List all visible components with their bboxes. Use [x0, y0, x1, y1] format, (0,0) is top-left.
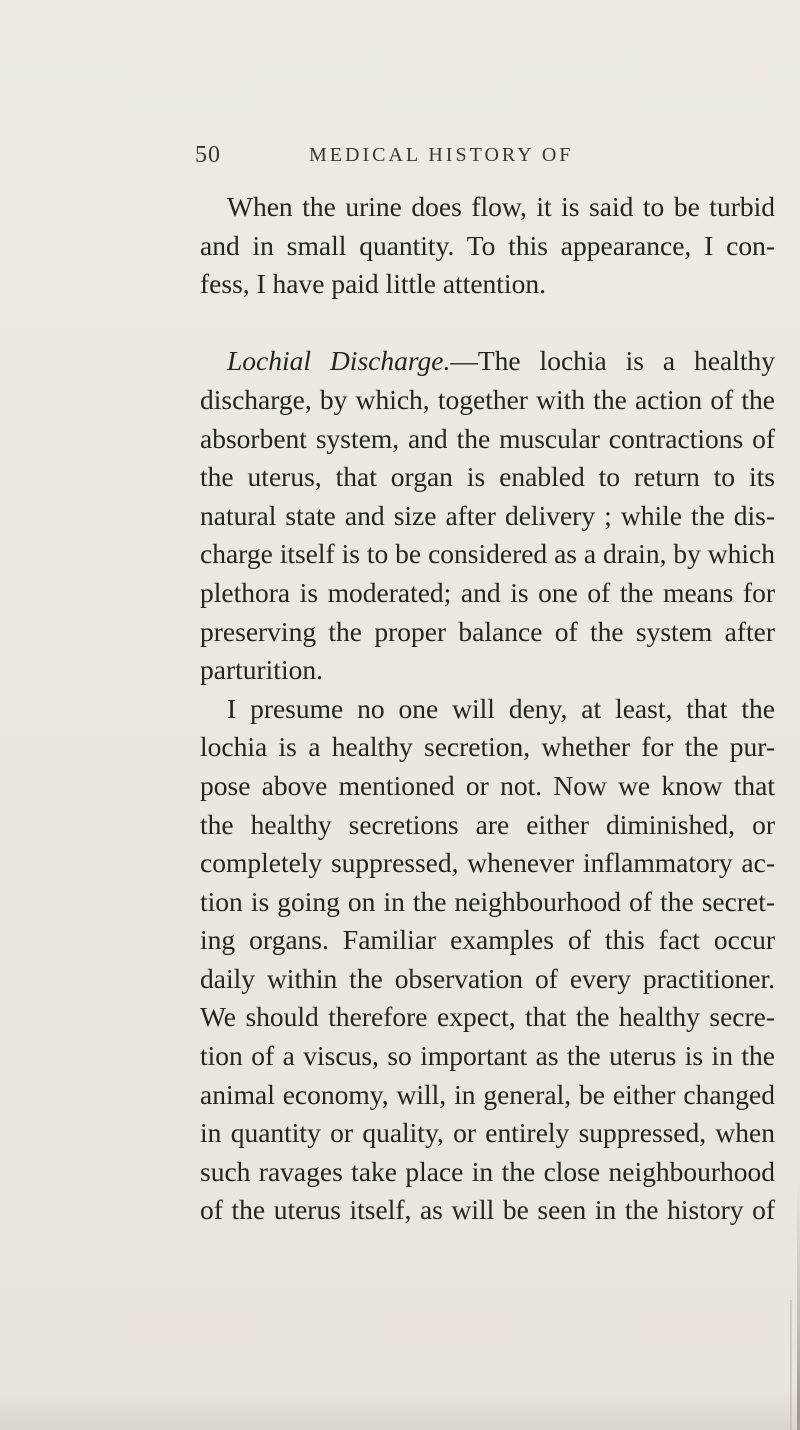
text-line: fess, I have paid little attention. — [200, 268, 546, 300]
text-line: tion of a viscus, so important as the uterus is in the — [200, 1040, 775, 1072]
text-line: lochia is a healthy secretion, whether for the pur- — [200, 731, 775, 763]
running-head — [195, 142, 635, 176]
running-title: MEDICAL HISTORY OF — [309, 144, 574, 166]
text-line: in quantity or quality, or entirely suppressed, when — [200, 1117, 775, 1149]
text-line: parturition. — [200, 654, 323, 686]
text-line: and in small quantity. To this appearance, I con- — [200, 229, 775, 261]
text-line: completely suppressed, whenever inflammatory ac- — [200, 847, 775, 879]
text-line: the uterus, that organ is enabled to return to its — [200, 461, 775, 493]
page-number: 50 — [195, 142, 221, 168]
text-line — [200, 342, 775, 381]
text-line: such ravages take place in the close neighbourhood — [200, 1155, 775, 1187]
text-line: absorbent system, and the muscular contractions of — [200, 422, 775, 454]
text-line: of the uterus itself, as will be seen in the history of — [200, 1194, 775, 1226]
text-line: charge itself is to be considered as a drain, by which — [200, 538, 775, 570]
text-line: pose above mentioned or not. Now we know that — [200, 769, 775, 801]
paragraph-gap — [200, 304, 775, 343]
text-line: We should therefore expect, that the healthy secre- — [200, 1001, 775, 1033]
text-line: preserving the proper balance of the system after — [200, 615, 775, 647]
section-heading: Lochial Discharge. — [227, 345, 451, 377]
page-bottom-shade — [0, 1390, 800, 1430]
text-line: the healthy secretions are either diminished, or — [200, 808, 775, 840]
text-line: plethora is moderated; and is one of the means for — [200, 576, 775, 608]
text-fragment: —The lochia is a healthy — [450, 345, 775, 377]
text-line: discharge, by which, together with the action of the — [200, 383, 775, 415]
text-line: daily within the observation of every practitioner. — [200, 962, 775, 994]
text-line: I presume no one will deny, at least, that the — [227, 692, 775, 724]
body-text — [200, 188, 775, 1230]
text-line: tion is going on in the neighbourhood of the secret- — [200, 885, 775, 917]
text-line: animal economy, will, in general, be either changed — [200, 1078, 775, 1110]
text-line: natural state and size after delivery ; while the dis- — [200, 499, 775, 531]
text-line: When the urine does flow, it is said to be turbid — [227, 191, 775, 222]
text-line: ing organs. Familiar examples of this fact occur — [200, 924, 775, 956]
